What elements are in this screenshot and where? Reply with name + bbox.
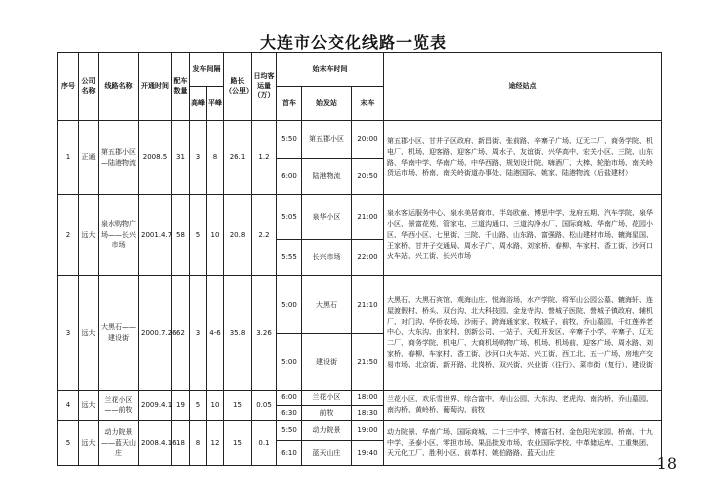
cell-company: 远大 bbox=[79, 276, 99, 391]
cell-line: 动力院景——蓝天山庄 bbox=[99, 420, 139, 465]
cell-date: 2009.4.1 bbox=[139, 390, 172, 420]
cell-station: 大黑石 bbox=[302, 276, 352, 334]
cell-last: 19:40 bbox=[352, 441, 384, 466]
cell-vehicles: 58 bbox=[172, 195, 190, 276]
cell-station: 蓝天山庄 bbox=[302, 441, 352, 466]
cell-last: 19:00 bbox=[352, 420, 384, 440]
cell-offpeak: 10 bbox=[207, 195, 224, 276]
cell-station: 泉华小区 bbox=[302, 195, 352, 240]
cell-length: 15 bbox=[224, 390, 252, 420]
cell-first: 5:55 bbox=[277, 240, 302, 276]
cell-seq: 2 bbox=[58, 195, 79, 276]
cell-line: 第五郡小区—陆港物流 bbox=[99, 121, 139, 195]
header-seq: 序号 bbox=[58, 53, 79, 121]
cell-last: 18:00 bbox=[352, 390, 384, 405]
cell-line: 泉水购物广场——长兴市场 bbox=[99, 195, 139, 276]
cell-daily: 0.05 bbox=[252, 390, 277, 420]
cell-length: 20.8 bbox=[224, 195, 252, 276]
cell-station: 第五郡小区 bbox=[302, 121, 352, 159]
cell-first: 5:00 bbox=[277, 334, 302, 390]
header-last-bus: 末车 bbox=[352, 87, 384, 121]
cell-first: 5:05 bbox=[277, 195, 302, 240]
cell-station: 建设街 bbox=[302, 334, 352, 390]
cell-first: 5:00 bbox=[277, 276, 302, 334]
cell-date: 2001.4.7 bbox=[139, 195, 172, 276]
cell-first: 5:50 bbox=[277, 420, 302, 440]
table-row bbox=[58, 276, 662, 334]
cell-peak: 3 bbox=[190, 276, 207, 391]
header-daily-volume: 日均客运量（万） bbox=[252, 53, 277, 121]
header-open-date: 开通时间 bbox=[139, 53, 172, 121]
cell-station: 长兴市场 bbox=[302, 240, 352, 276]
header-line-name: 线路名称 bbox=[99, 53, 139, 121]
page-title: 大连市公交化线路一览表 bbox=[259, 33, 447, 52]
cell-first: 6:00 bbox=[277, 159, 302, 195]
header-first-last-time: 始末车时间 bbox=[277, 53, 384, 87]
cell-date: 2000.7.26 bbox=[139, 276, 172, 391]
table-row bbox=[58, 420, 662, 440]
header-stops: 途经站点 bbox=[384, 53, 662, 121]
cell-length: 15 bbox=[224, 420, 252, 465]
cell-stops: 兰花小区、欢乐雪世界、综合富中、寿山公园、大东沟、老虎沟、南沟桥、乔山墓园、南沟桥、黄岭桥、葡萄沟、前牧 bbox=[384, 390, 662, 420]
table-row bbox=[58, 121, 662, 159]
page-number: 18 bbox=[656, 454, 677, 473]
cell-first: 6:30 bbox=[277, 405, 302, 420]
cell-vehicles: 18 bbox=[172, 420, 190, 465]
cell-company: 远大 bbox=[79, 195, 99, 276]
cell-peak: 3 bbox=[190, 121, 207, 195]
bus-routes-table bbox=[57, 52, 662, 466]
cell-offpeak: 4-6 bbox=[207, 276, 224, 391]
cell-peak: 5 bbox=[190, 195, 207, 276]
cell-vehicles: 62 bbox=[172, 276, 190, 391]
header-peak: 高峰 bbox=[190, 87, 207, 121]
cell-first: 6:00 bbox=[277, 390, 302, 405]
cell-company: 远大 bbox=[79, 420, 99, 465]
cell-daily: 2.2 bbox=[252, 195, 277, 276]
cell-stops: 动力院景、华南广场、国际商城、二十三中学、博富石材、金色阳光家园、桥南、十九中学、圣泰小区、零担市场、果品批发市场、农业国际学校、中革储运库、工重集团、天元化工厂、胜利小区、前革村、姚伯路路、蓝天山庄 bbox=[384, 420, 662, 465]
cell-last: 21:10 bbox=[352, 276, 384, 334]
cell-stops: 大黑石、大黑石宾馆、观海山庄、悦海浴场、水产学院、将军山公园公墓、辘海轩、连屋渡假村、桥头、双台沟、北大科技园、金龙寺沟、營城子医院、營城子镇政府、辅机厂、对门沟、华侨农场、沙雨子、跨海通家家、牧城子、前牧、乔山墓园、千红莲养老中心、大东沟、由家村、创新公司、一站子、天虹开发区、辛寨子小学、辛寨子、辽无二厂、商务学院、机电厂、大商机场购物广场、机场、机场前、迎客广场、周水路、刘家桥、春柳、车家村、香工街、沙河口火车站、兴工街、西工北、五一广场、房地产交易市场、北京街、新开路、北岗桥、双兴街、兴业街（往行）、菜市街（复行）、建设街 bbox=[384, 276, 662, 391]
header-interval: 发车间隔 bbox=[190, 53, 224, 87]
table-row bbox=[58, 390, 662, 405]
cell-peak: 5 bbox=[190, 390, 207, 420]
cell-last: 20:00 bbox=[352, 121, 384, 159]
cell-station: 陆港物流 bbox=[302, 159, 352, 195]
cell-line: 大黑石——建设街 bbox=[99, 276, 139, 391]
cell-stops: 第五郡小区、甘井子区政府、新昌街、张前路、辛寨子广场、辽无二厂、商务学院、机电厂、机场、迎客路、迎客广场、周水子、友谊街、兴华高中、宏关小区、三院、山东路、华南中学、华南广场、中华西路、规划设计院、嗨酒厂、大棒、轮胎市场、南关岭货运市场、桥南、南关岭街道办事处、陆港国际、姚家、陆港物流（后盐建材） bbox=[384, 121, 662, 195]
cell-station: 兰花小区 bbox=[302, 390, 352, 405]
cell-daily: 1.2 bbox=[252, 121, 277, 195]
header-start-station: 始发站 bbox=[302, 87, 352, 121]
cell-first: 5:50 bbox=[277, 121, 302, 159]
cell-offpeak: 10 bbox=[207, 390, 224, 420]
cell-last: 21:00 bbox=[352, 195, 384, 240]
header-first-bus: 首车 bbox=[277, 87, 302, 121]
cell-offpeak: 8 bbox=[207, 121, 224, 195]
cell-seq: 1 bbox=[58, 121, 79, 195]
cell-vehicles: 19 bbox=[172, 390, 190, 420]
cell-first: 6:10 bbox=[277, 441, 302, 466]
cell-company: 正通 bbox=[79, 121, 99, 195]
cell-daily: 3.26 bbox=[252, 276, 277, 391]
cell-station: 动力院景 bbox=[302, 420, 352, 440]
cell-last: 22:00 bbox=[352, 240, 384, 276]
cell-last: 21:50 bbox=[352, 334, 384, 390]
cell-last: 18:30 bbox=[352, 405, 384, 420]
header-length: 路长（公里） bbox=[224, 53, 252, 121]
cell-date: 2008.5 bbox=[139, 121, 172, 195]
header-offpeak: 平峰 bbox=[207, 87, 224, 121]
cell-vehicles: 31 bbox=[172, 121, 190, 195]
cell-offpeak: 12 bbox=[207, 420, 224, 465]
cell-seq: 5 bbox=[58, 420, 79, 465]
cell-last: 20:50 bbox=[352, 159, 384, 195]
table-row bbox=[58, 195, 662, 240]
cell-line: 兰花小区——前牧 bbox=[99, 390, 139, 420]
cell-length: 35.8 bbox=[224, 276, 252, 391]
cell-seq: 4 bbox=[58, 390, 79, 420]
cell-peak: 8 bbox=[190, 420, 207, 465]
cell-stops: 泉水客运服务中心、泉水美居商市、半岛欧童、博思中学、龙府五期、汽车学院、泉华小区、景富花苑、管家屯、三道沟通口、三道沟净水厂、国际商城、华南广场、花园小区、华西小区、七里街、三院、千山路、山东路、富强路、松山建材市场、辘海星国、王家桥、甘井子交通局、周水子广、周水路、刘家桥、春柳、车家村、香工街、沙河口火车站、兴工街、长兴市场 bbox=[384, 195, 662, 276]
header-vehicles: 配车数量 bbox=[172, 53, 190, 121]
cell-date: 2008.4.16 bbox=[139, 420, 172, 465]
cell-length: 26.1 bbox=[224, 121, 252, 195]
cell-seq: 3 bbox=[58, 276, 79, 391]
header-company: 公司名称 bbox=[79, 53, 99, 121]
cell-daily: 0.1 bbox=[252, 420, 277, 465]
cell-company: 远大 bbox=[79, 390, 99, 420]
cell-station: 前牧 bbox=[302, 405, 352, 420]
